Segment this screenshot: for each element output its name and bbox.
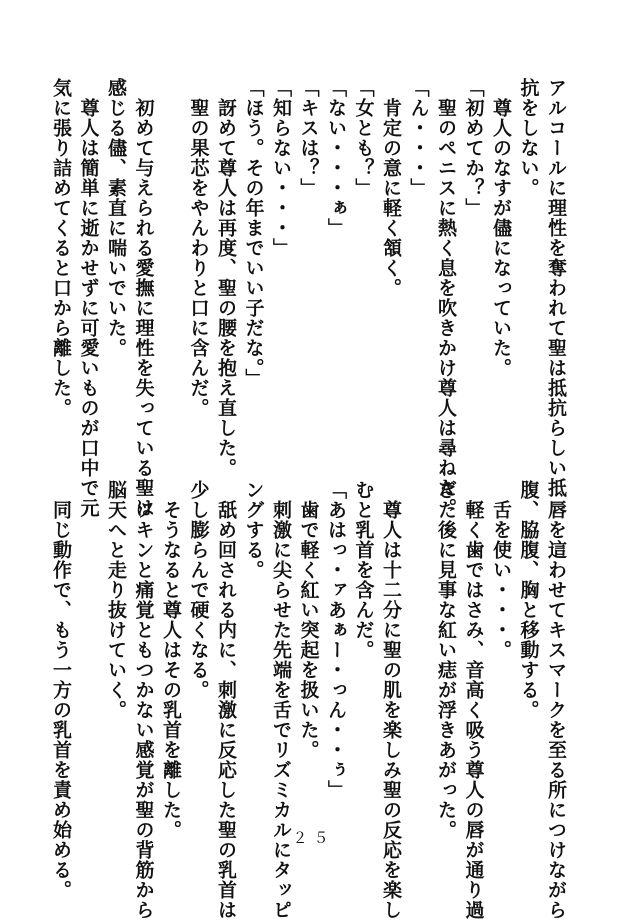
text-line: アルコールに理性を奪われて聖は抵抗らしい抵 [545,78,567,498]
text-line: 「知らない・・・」 [270,78,292,258]
text-block-top [50,78,569,518]
text-line: 尊人のなすが儘になっていた。 [490,78,512,378]
text-line: 初めて与えられる愛撫に理性を失っている聖は [132,78,155,518]
text-line: 刺激に尖らせた先端を舌でリズミカルにタッピ [270,480,292,920]
text-line: 「あはっ・ァあぁー・っん・・ぅ」 [325,480,347,800]
text-line: 聖の果芯をやんわりと口に含んだ。 [187,78,210,418]
text-line: 肯定の意に軽く頷く。 [380,78,402,298]
text-line: 唇を這わせてキスマークを至る所につけながら [545,480,567,920]
text-line: 気に張り詰めてくると口から離した。 [50,78,72,418]
blank-line [157,78,185,393]
text-line: 尊人は簡単に逝かせずに可愛いものが口中で元 [77,78,100,518]
text-line: 歯で軽く紅い突起を扱いた。 [297,480,320,760]
text-line: 軽く歯ではさみ、音高く吸う尊人の唇が通り過 [462,480,485,920]
text-line: 少し膨らんで硬くなる。 [187,480,210,700]
text-line: 聖のペニスに熱く息を吹きかけ尊人は尋ねた。 [435,78,457,518]
text-line: 舐め回される内に、刺激に反応した聖の乳首は [215,480,237,920]
text-line: 「キスは？」 [297,78,320,198]
text-line: 「女とも？」 [352,78,375,198]
text-line: 「ない・・・ぁ」 [325,78,347,238]
blank-line [74,480,102,800]
text-line: 舌を使い・・・。 [490,480,512,660]
text-line: 「初めてか？」 [462,78,485,218]
text-line: 同じ動作で、もう一方の乳首を責め始める。 [50,480,72,900]
text-line: ングする。 [242,480,265,580]
text-line: 「ほう。その年までいい子だな。」 [242,78,265,389]
text-line: むと乳首を含んだ。 [352,480,375,660]
text-line: 腹、脇腹、胸と移動する。 [517,480,540,720]
text-line: ツキンと痛覚ともつかない感覚が聖の背筋から [132,480,155,920]
text-line: 感じる儘、素直に喘いでいた。 [105,78,127,358]
text-line: 尊人は十二分に聖の肌を楽しみ聖の反応を楽し [380,480,402,920]
page-number: ２５ [292,829,335,847]
text-line: 脳天へと走り抜けていく。 [105,480,127,720]
text-line: 訝めて尊人は再度、聖の腰を抱え直した。 [215,78,237,478]
text-line: ぎた後に見事な紅い痣が浮きあがった。 [435,480,457,840]
blank-line [404,480,432,800]
text-line: そうなると尊人はその乳首を離した。 [160,480,182,840]
text-line: 抗をしない。 [517,78,540,198]
text-line: 「ん・・・」 [407,78,430,198]
